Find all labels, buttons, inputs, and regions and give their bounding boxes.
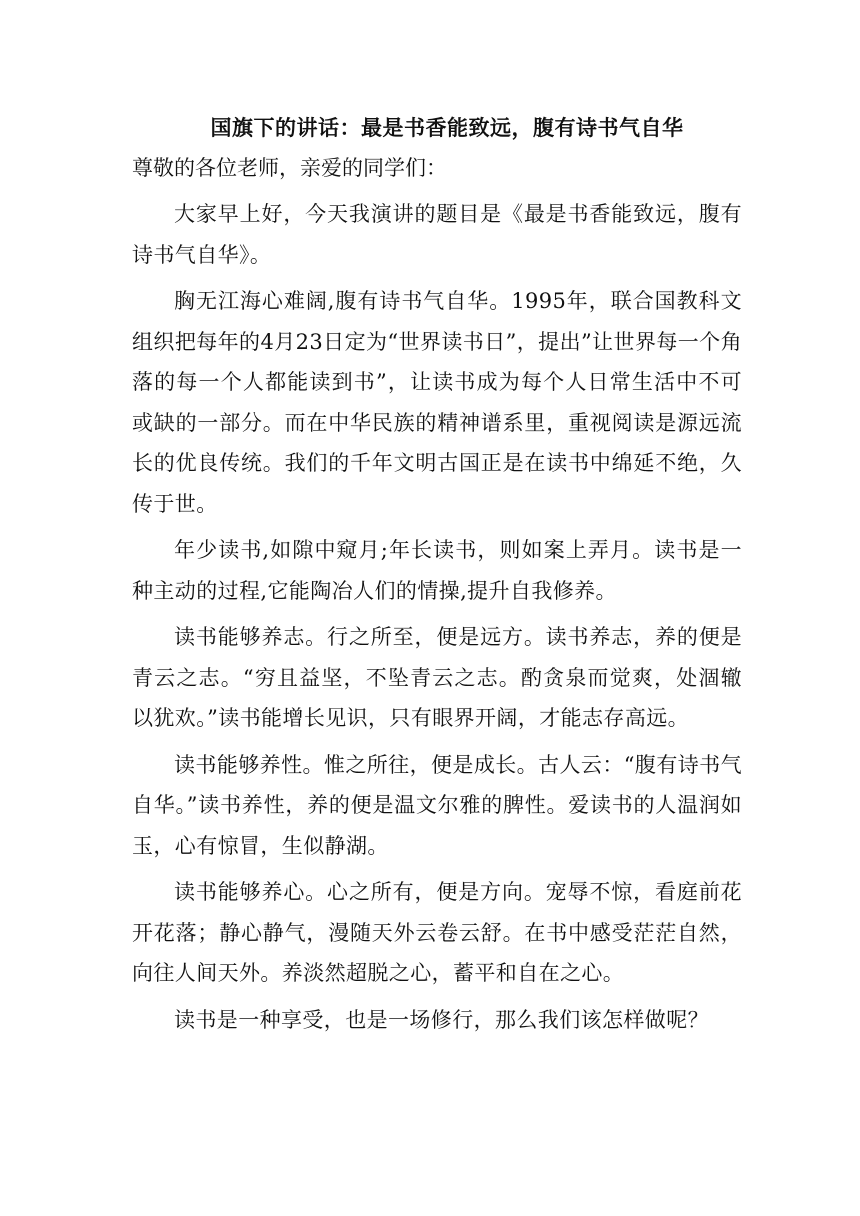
paragraph: 读书是一种享受，也是一场修行，那么我们该怎样做呢？ [174, 1007, 709, 1032]
paragraph: 读书能够养志。行之所至，便是远方。读书养志，养的便是青云之志。“穷且益坚，不坠青云之志。酌贪泉而觉爽，处涸辙以犹欢。”读书能增长见识，只有眼界开阔，才能志存高远。 [132, 625, 742, 730]
greeting-line: 尊敬的各位老师，亲爱的同学们： [132, 156, 447, 180]
paragraph: 胸无江海心难阔,腹有诗书气自华。1995年，联合国教科文组织把每年的4月23日定为“世界读书日”，提出”让世界每一个角落的每一个人都能读到书”，让读书成为每个人日常生活中不可或缺的一部分。而在中华民族的精神谱系里，重视阅读是源远流长的优良传统。我们的千年文明古国正是在读书中绵延不绝，久传于世。 [132, 289, 742, 516]
paragraph: 读书能够养心。心之所有，便是方向。宠辱不惊，看庭前花开花落；静心静气，漫随天外云卷云舒。在书中感受茫茫自然，向往人间天外。养淡然超脱之心，蓄平和自在之心。 [132, 880, 742, 985]
document-title: 国旗下的讲话：最是书香能致远，腹有诗书气自华 [210, 115, 684, 140]
paragraph: 读书能够养性。惟之所往，便是成长。古人云：“腹有诗书气自华。”读书养性，养的便是温文尔雅的脾性。爱读书的人温润如玉，心有惊冒，生似静湖。 [132, 752, 742, 858]
paragraph: 大家早上好，今天我演讲的题目是《最是书香能致远，腹有诗书气自华》。 [132, 202, 742, 267]
paragraph: 年少读书,如隙中窥月;年长读书，则如案上弄月。读书是一种主动的过程,它能陶冶人们的情操,提升自我修养。 [132, 538, 742, 603]
document-body [132, 108, 742, 1040]
